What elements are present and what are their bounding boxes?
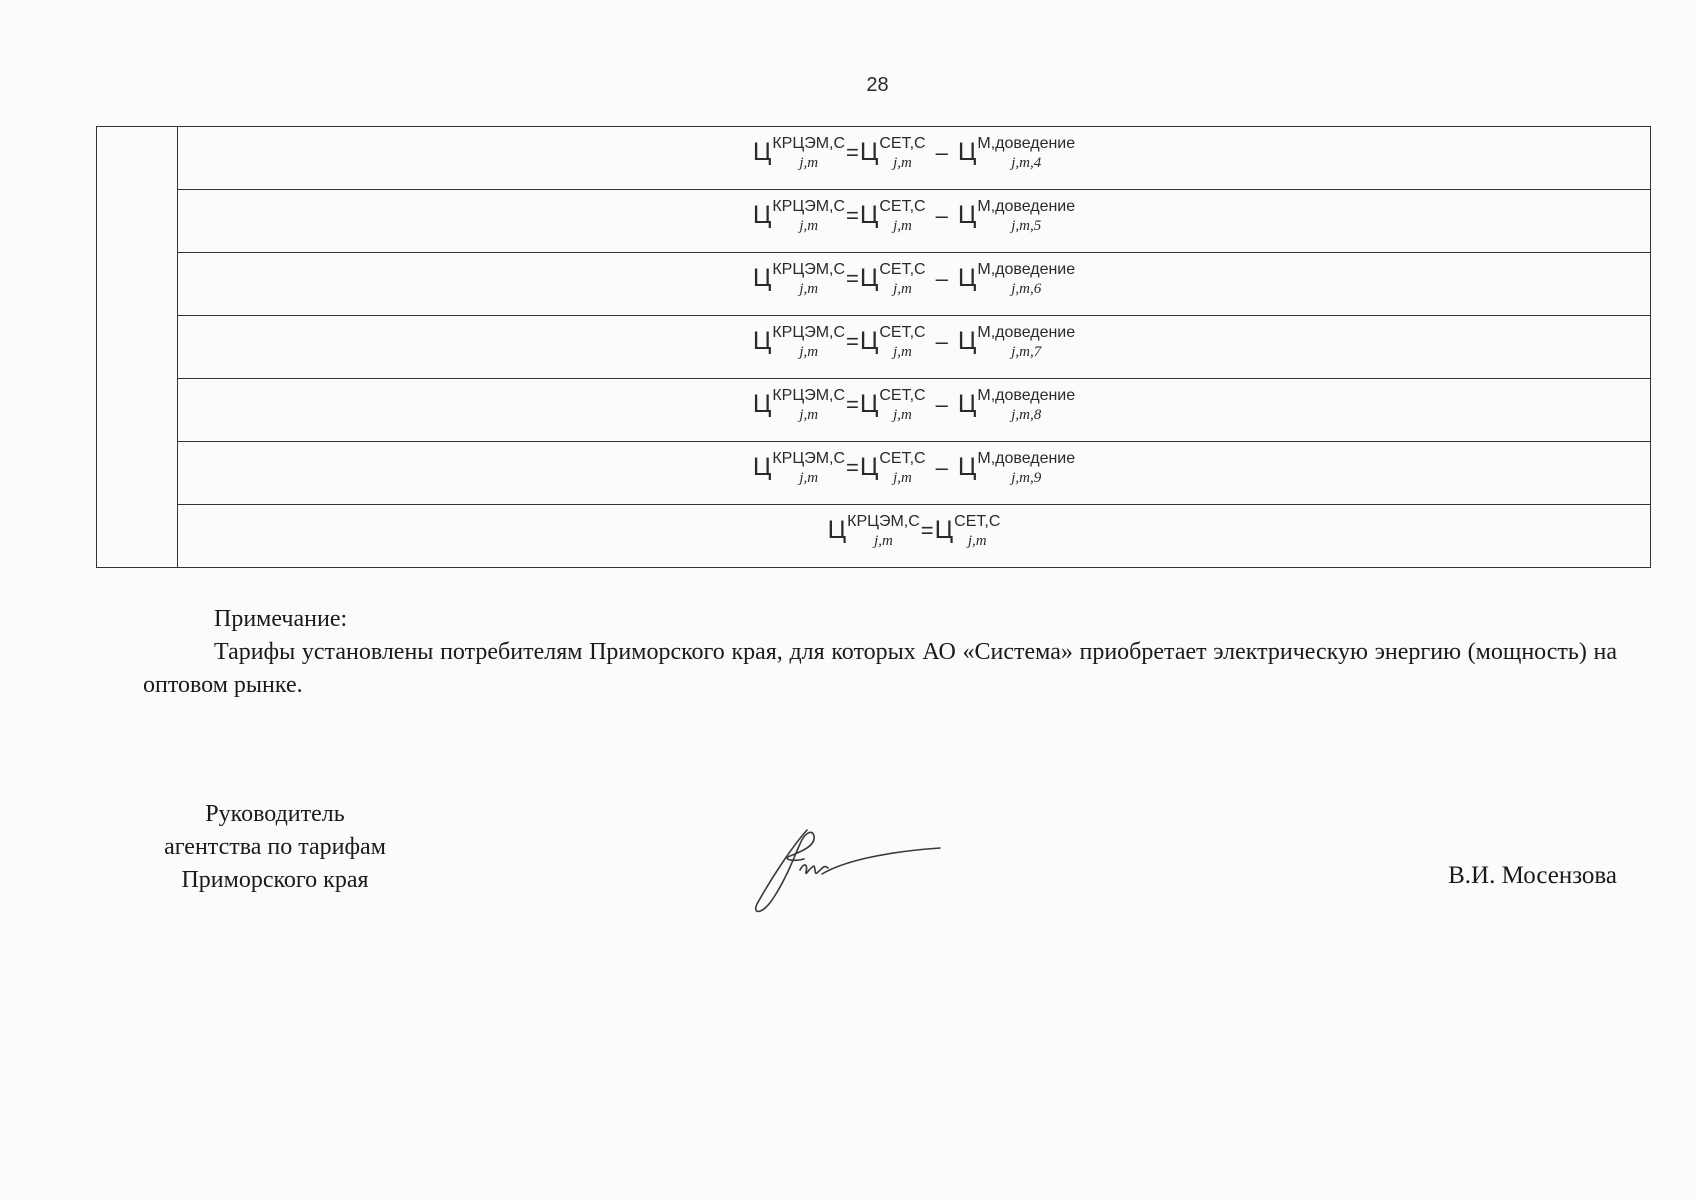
price-symbol: Ц — [859, 326, 879, 355]
formula-subscript: j,m — [799, 469, 819, 486]
signer-title-line: агентства по тарифам — [164, 834, 386, 860]
formula-superscript: КРЦЭМ,С — [772, 386, 846, 404]
formula-scripts — [879, 388, 925, 423]
formula-subscript: j,m — [893, 469, 912, 486]
formula-scripts — [977, 388, 1075, 423]
formula-scripts — [847, 514, 920, 549]
minus-sign: – — [935, 202, 948, 228]
equals-sign: = — [846, 328, 859, 354]
formula-superscript: СЕТ,С — [879, 134, 926, 152]
formula-subscript: j,m,5 — [1011, 217, 1042, 234]
formula-subscript: j,m — [799, 217, 819, 234]
price-symbol: Ц — [957, 452, 977, 481]
price-symbol: Ц — [859, 200, 879, 229]
formula-superscript: КРЦЭМ,С — [772, 260, 846, 278]
formula-cell — [178, 316, 1651, 379]
formula-cell — [178, 442, 1651, 505]
formula-subscript: j,m — [893, 343, 912, 360]
formula-row — [97, 253, 1651, 316]
formula-superscript: М,доведение — [977, 260, 1076, 278]
price-symbol: Ц — [957, 137, 977, 166]
formula-subscript: j,m — [893, 154, 912, 171]
formula-scripts — [977, 451, 1075, 486]
price-symbol: Ц — [957, 263, 977, 292]
price-symbol: Ц — [957, 200, 977, 229]
formula-scripts — [977, 325, 1075, 360]
formula-scripts — [772, 325, 845, 360]
formula-scripts — [772, 199, 845, 234]
formula-superscript: М,доведение — [977, 197, 1076, 215]
formula-subscript: j,m — [893, 280, 912, 297]
formula-subscript: j,m — [893, 406, 912, 423]
signer-name: В.И. Мосензова — [1448, 862, 1617, 889]
price-symbol: Ц — [859, 452, 879, 481]
note-section — [143, 603, 1617, 702]
formula-superscript: М,доведение — [977, 323, 1076, 341]
formula-superscript: СЕТ,С — [879, 260, 926, 278]
price-symbol: Ц — [934, 515, 954, 544]
formula-row — [97, 316, 1651, 379]
page-number: 28 — [866, 74, 889, 96]
formula-superscript: СЕТ,С — [879, 323, 926, 341]
empty-number-cell — [97, 127, 178, 568]
price-symbol: Ц — [752, 263, 772, 292]
price-symbol: Ц — [957, 326, 977, 355]
formula-subscript: j,m — [874, 532, 893, 549]
formula-scripts — [772, 388, 845, 423]
formula-superscript: СЕТ,С — [879, 197, 926, 215]
handwritten-signature — [752, 822, 952, 922]
formula-scripts — [954, 514, 1000, 549]
price-symbol: Ц — [957, 389, 977, 418]
equals-sign: = — [846, 454, 859, 480]
price-symbol: Ц — [859, 389, 879, 418]
formula-superscript: КРЦЭМ,С — [772, 449, 846, 467]
formula-row — [97, 505, 1651, 568]
formula-subscript: j,m — [967, 532, 987, 549]
formula-superscript: М,доведение — [977, 449, 1076, 467]
formula-subscript: j,m — [893, 217, 912, 234]
formula-superscript: КРЦЭМ,С — [772, 134, 846, 152]
formula-superscript: КРЦЭМ,С — [772, 323, 846, 341]
formula-scripts — [879, 199, 925, 234]
formula-subscript: j,m — [799, 154, 819, 171]
formula-superscript: СЕТ,С — [954, 512, 1001, 530]
price-symbol: Ц — [859, 263, 879, 292]
price-symbol: Ц — [752, 452, 772, 481]
formula-cell — [178, 127, 1651, 190]
formula-superscript: М,доведение — [977, 134, 1076, 152]
price-symbol: Ц — [752, 326, 772, 355]
formula-subscript: j,m,4 — [1011, 154, 1042, 171]
price-symbol: Ц — [752, 389, 772, 418]
formula — [753, 197, 1075, 246]
formula-superscript: КРЦЭМ,С — [847, 512, 920, 530]
formula-row — [97, 379, 1651, 442]
formula-scripts — [977, 262, 1075, 297]
formula-scripts — [772, 451, 845, 486]
formula-subscript: j,m,8 — [1011, 406, 1042, 423]
formula-subscript: j,m,6 — [1011, 280, 1042, 297]
formula — [753, 449, 1075, 498]
formula-table — [96, 126, 1651, 568]
formula-subscript: j,m — [799, 343, 819, 360]
formula-cell — [178, 253, 1651, 316]
formula-row — [97, 190, 1651, 253]
formula-row — [97, 127, 1651, 190]
formula-scripts — [879, 136, 925, 171]
signer-title-line: Руководитель — [205, 801, 345, 827]
formula-scripts — [977, 199, 1075, 234]
price-symbol: Ц — [752, 200, 772, 229]
formula-subscript: j,m — [799, 406, 819, 423]
minus-sign: – — [935, 391, 948, 417]
note-heading: Примечание: — [214, 606, 348, 632]
formula-scripts — [772, 262, 845, 297]
formula — [753, 386, 1075, 435]
formula-superscript: КРЦЭМ,С — [772, 197, 846, 215]
signer-title — [120, 798, 430, 897]
formula-scripts — [879, 451, 925, 486]
formula-superscript: СЕТ,С — [879, 386, 926, 404]
equals-sign: = — [846, 202, 859, 228]
formula — [753, 260, 1075, 309]
formula-cell — [178, 190, 1651, 253]
minus-sign: – — [935, 328, 948, 354]
minus-sign: – — [935, 265, 948, 291]
formula-cell — [178, 505, 1651, 568]
formula-scripts — [772, 136, 845, 171]
equals-sign: = — [846, 139, 859, 165]
formula — [753, 323, 1075, 372]
minus-sign: – — [935, 139, 948, 165]
formula-scripts — [879, 262, 925, 297]
note-text: Тарифы установлены потребителям Приморского края, для которых АО «Система» приобретает электрическую энергию (мощность) на оптовом рынке. — [143, 639, 1617, 698]
price-symbol: Ц — [827, 515, 847, 544]
formula-row — [97, 442, 1651, 505]
price-symbol: Ц — [859, 137, 879, 166]
signer-title-line: Приморского края — [181, 867, 369, 893]
formula-superscript: М,доведение — [977, 386, 1076, 404]
formula-cell — [178, 379, 1651, 442]
equals-sign: = — [846, 391, 859, 417]
price-symbol: Ц — [752, 137, 772, 166]
formula — [828, 512, 1001, 561]
equals-sign: = — [846, 265, 859, 291]
equals-sign: = — [920, 517, 934, 543]
formula-subscript: j,m,7 — [1011, 343, 1042, 360]
formula-superscript: СЕТ,С — [879, 449, 926, 467]
formula-subscript: j,m,9 — [1011, 469, 1042, 486]
minus-sign: – — [935, 454, 948, 480]
formula-scripts — [879, 325, 925, 360]
formula-scripts — [977, 136, 1075, 171]
formula-subscript: j,m — [799, 280, 819, 297]
formula — [753, 134, 1075, 183]
